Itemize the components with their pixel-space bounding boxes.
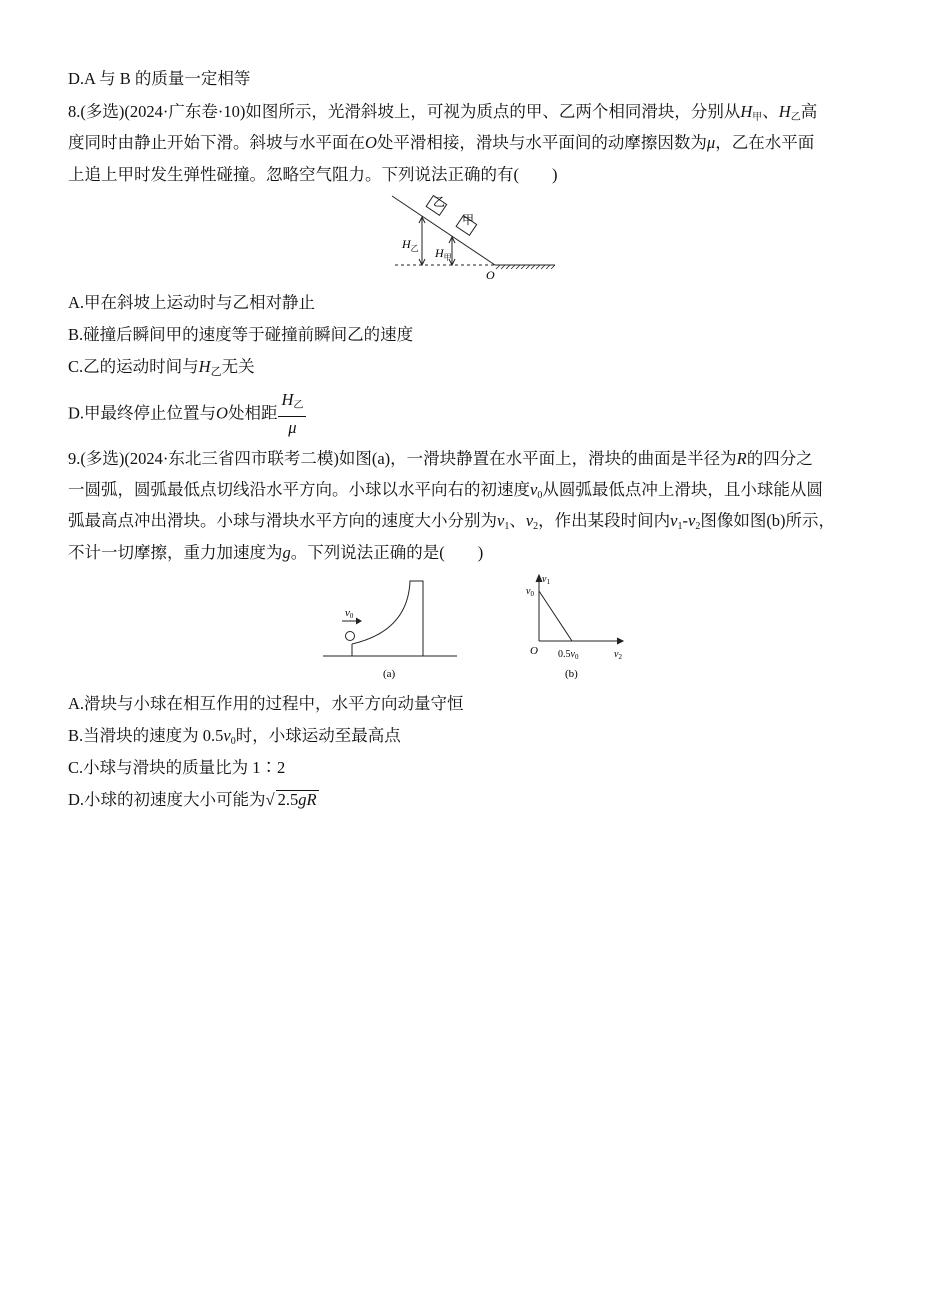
q8-incline-figure <box>390 193 560 283</box>
q8-option-c: C.乙的运动时间与$H_乙$无关 <box>68 357 255 378</box>
q8-option-d: D.甲最终停止位置与O处相距 $\frac{H_乙}{\mu}$ <box>68 390 306 439</box>
axis-label-v1: $v_1$ <box>542 574 550 586</box>
label-v0: v0 <box>345 607 354 620</box>
fraction-h-over-mu: $\frac{H_乙}{\mu}$ <box>278 390 306 439</box>
q9-line3: 弧最高点冲出滑块。小球与滑块水平方向的速度大小分别为$v_1$、$v_2$，作出某段时间内$v_1-v_2$图像如图(b)所示， <box>68 511 836 532</box>
q9-figure-b <box>522 571 632 683</box>
q8-line3: 上追上甲时发生弹性碰撞。忽略空气阻力。下列说法正确的有( ) <box>68 165 558 184</box>
q9-line1: 9.(多选)(2024·东北三省四市联考二模)如图(a)，一滑块静置在水平面上，滑块的曲面是半径为R的四分之 <box>68 449 813 468</box>
q9-figure-a <box>320 576 460 682</box>
q9-option-d: D.小球的初速度大小可能为√ 2.5gR <box>68 790 317 809</box>
origin-o: O <box>530 645 538 657</box>
q8-line2: 度同时由静止开始下滑。斜坡与水平面在O处平滑相接，滑块与水平面间的动摩擦因数为μ，乙在水平面 <box>68 133 815 152</box>
q8-line1: 8.(多选)(2024·广东卷·10)如图所示，光滑斜坡上，可视为质点的甲、乙两个相同滑块，分别从$H_甲$、$H_乙$高 <box>68 102 818 123</box>
caption-a: (a) <box>383 668 396 680</box>
q9-option-a: A.滑块与小球在相互作用的过程中，水平方向动量守恒 <box>68 694 464 713</box>
label-h-jia: $H_甲$ <box>435 246 452 262</box>
q9-line2: 一圆弧，圆弧最低点切线沿水平方向。小球以水平向右的初速度$v_0$从圆弧最低点冲上滑块，且小球能从圆 <box>68 480 823 501</box>
q8-option-b: B.碰撞后瞬间甲的速度等于碰撞前瞬间乙的速度 <box>68 325 414 344</box>
sqrt-sign: √ <box>265 790 275 809</box>
q9-option-b: B.当滑块的速度为 $0.5v_0$时，小球运动至最高点 <box>68 726 401 747</box>
label-jia: 甲 <box>462 213 475 227</box>
label-yi: 乙 <box>433 195 446 209</box>
axis-label-v2: $v_2$ <box>614 649 622 661</box>
q9-line4: 不计一切摩擦，重力加速度为g。下列说法正确的是( ) <box>68 543 484 562</box>
q8-option-a: A.甲在斜坡上运动时与乙相对静止 <box>68 293 316 312</box>
caption-b: (b) <box>565 668 578 680</box>
label-o: O <box>486 268 495 282</box>
q9-option-c: C.小球与滑块的质量比为 1∶2 <box>68 758 286 777</box>
sqrt-radicand: 2.5gR <box>277 790 317 809</box>
option-d-prev: D.A 与 B 的质量一定相等 <box>68 69 251 88</box>
tick-0-5v0: $0.5v_0$ <box>558 649 579 661</box>
tick-v0: $v_0$ <box>526 586 534 598</box>
label-h-yi: $H_乙$ <box>402 237 419 253</box>
